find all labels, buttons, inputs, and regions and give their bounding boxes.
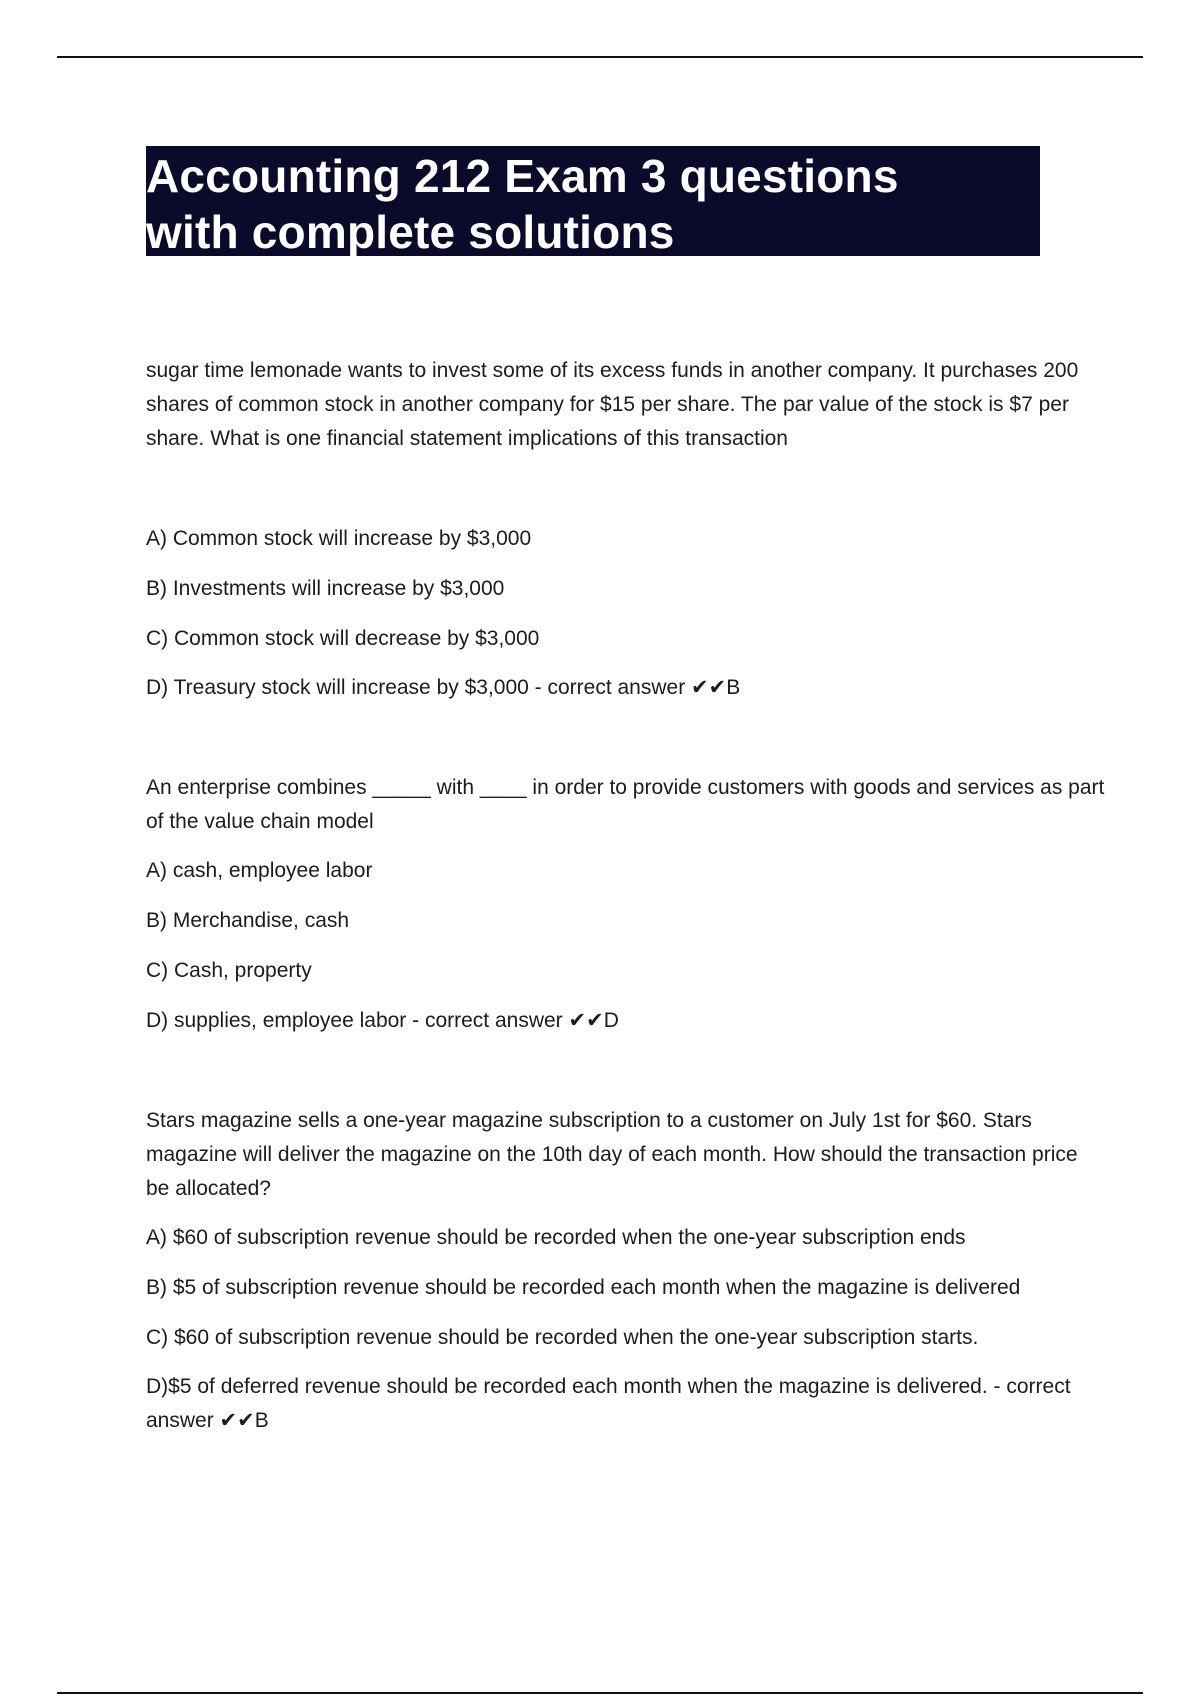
question-1-text: sugar time lemonade wants to invest some of its excess funds in another company. It purchases 200 shares of common stock in another company for $15 per share. The par value of the stock is $7 per share. What is one financial statement implications of this transaction (146, 359, 1079, 450)
question-2-text: An enterprise combines _____ with ____ in order to provide customers with goods and services as part of the value chain model (146, 776, 1105, 833)
document-title-line-2: with complete solutions (146, 206, 675, 258)
bottom-divider (57, 1692, 1143, 1694)
question-1-option-b: B) Investments will increase by $3,000 (146, 577, 505, 600)
title-banner (146, 146, 1040, 256)
question-3-option-c: C) $60 of subscription revenue should be recorded when the one-year subscription starts. (146, 1326, 979, 1349)
document-body (146, 354, 1106, 1438)
question-2-option-c: C) Cash, property (146, 959, 312, 982)
question-3-option-d: D)$5 of deferred revenue should be recorded each month when the magazine is delivered. - correct answer ✔✔B (146, 1375, 1071, 1432)
question-3-option-a: A) $60 of subscription revenue should be recorded when the one-year subscription ends (146, 1226, 966, 1249)
question-1-option-d: D) Treasury stock will increase by $3,000 - correct answer ✔✔B (146, 676, 741, 699)
question-1-option-a: A) Common stock will increase by $3,000 (146, 527, 532, 550)
question-3-text: Stars magazine sells a one-year magazine subscription to a customer on July 1st for $60. Stars magazine will deliver the magazine on the 10th day of each month. How should the transaction price be allocated? (146, 1109, 1078, 1200)
question-3-option-b: B) $5 of subscription revenue should be recorded each month when the magazine is delivered (146, 1276, 1021, 1299)
document-title-line-1: Accounting 212 Exam 3 questions (146, 150, 899, 202)
question-2-option-d: D) supplies, employee labor - correct answer ✔✔D (146, 1009, 619, 1032)
question-2-option-a: A) cash, employee labor (146, 859, 373, 882)
question-2-option-b: B) Merchandise, cash (146, 909, 350, 932)
top-divider (57, 56, 1143, 58)
question-1-option-c: C) Common stock will decrease by $3,000 (146, 627, 540, 650)
